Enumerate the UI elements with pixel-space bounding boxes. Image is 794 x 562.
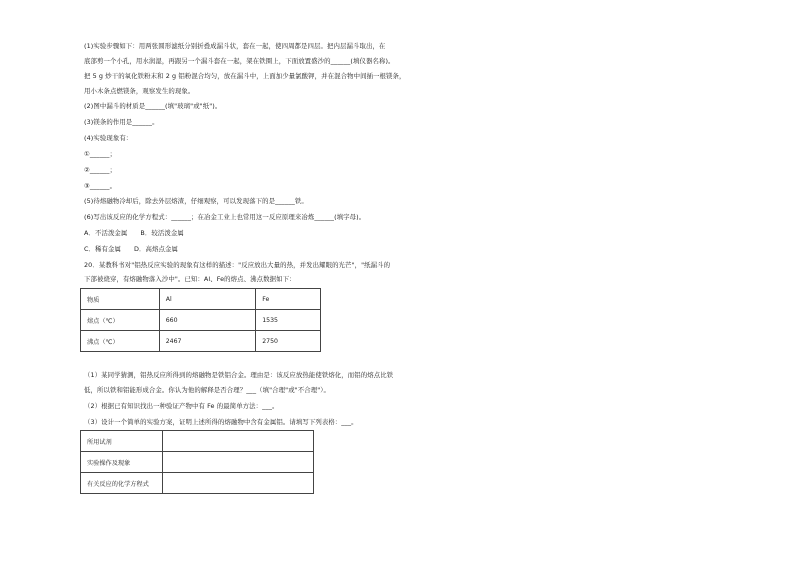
q20-part-3: （3）设计一个简单的实验方案，证明上述所得的熔融物中含有金属铝。请填写下列表格：___。 — [84, 418, 358, 426]
table-row — [81, 310, 321, 331]
q19-line-11: (5)待熔融物冷却后，除去外层熔渣，仔细观察，可以发现落下的是______铁。 — [84, 197, 308, 205]
table-header-cell: Al — [159, 289, 256, 310]
table-cell: 熔点（℃） — [81, 310, 160, 331]
q19-line-6: (3)镁条的作用是______。 — [84, 118, 159, 126]
q20-part-1a: （1）某同学猜测，铝热反应所得到的熔融物是铁铝合金。理由是：该反应放热能使铁熔化，而铝的熔点比铁 — [84, 371, 394, 379]
q19-line-12: (6)写出该反应的化学方程式：______；在冶金工业上也常用这一反应原理来冶炼______(填字母)。 — [84, 213, 366, 221]
table-cell: 1535 — [256, 310, 321, 331]
q19-line-5: (2)图中漏斗的材质是______(填"玻璃"或"纸")。 — [84, 102, 222, 110]
table-header-cell: Fe — [256, 289, 321, 310]
q19-line-2: 底部剪一个小孔，用水润湿，再跟另一个漏斗套在一起，架在铁圈上，下面放置盛沙的______(填仪器名称)。 — [84, 57, 395, 65]
table-cell: 2467 — [159, 331, 256, 352]
table-row — [81, 431, 314, 452]
experiment-design-table — [80, 430, 314, 494]
table-cell: 660 — [159, 310, 256, 331]
table-cell: 有关反应的化学方程式 — [81, 473, 163, 494]
table-cell: 所用试剂 — [81, 431, 163, 452]
q19-line-13: A．不活泼金属 B．较活泼金属 — [84, 229, 184, 237]
q19-line-9: ②______； — [84, 166, 117, 174]
answer-cell[interactable] — [162, 452, 313, 473]
answer-cell[interactable] — [162, 431, 313, 452]
answer-cell[interactable] — [162, 473, 313, 494]
q20-intro-2: 下部被烧穿，有熔融物落入沙中"。已知：Al、Fe的熔点、沸点数据如下： — [84, 275, 296, 283]
table-cell: 2750 — [256, 331, 321, 352]
table-row — [81, 452, 314, 473]
q19-line-7: (4)实验现象有： — [84, 134, 133, 142]
q19-line-1: (1)实验步骤如下：用两张圆形滤纸分别折叠成漏斗状，套在一起，使四周都是四层。把内层漏斗取出，在 — [84, 42, 386, 50]
table-cell: 实验操作及现象 — [81, 452, 163, 473]
table-row — [81, 289, 321, 310]
q20-part-2: （2）根据已有知识找出一种验证产物中有 Fe 的最简单方法：___。 — [84, 402, 279, 410]
q20-intro-1: 20．某教科书对"铝热反应实验的现象有这样的描述："反应放出大量的热，并发出耀眼的光芒"，"纸漏斗的 — [84, 261, 391, 269]
table-cell: 沸点（℃） — [81, 331, 160, 352]
table-header-cell: 物质 — [81, 289, 160, 310]
q19-line-4: 用小木条点燃镁条，观察发生的现象。 — [84, 87, 195, 95]
q19-line-10: ③______。 — [84, 182, 117, 190]
table-row — [81, 473, 314, 494]
q19-line-14: C．稀有金属 D．高熔点金属 — [84, 245, 178, 253]
q19-line-8: ①______； — [84, 150, 117, 158]
table-row — [81, 331, 321, 352]
q20-part-1b: 低，所以铁和铝能形成合金。你认为他的解释是否合理？___（填"合理"或"不合理"）。 — [84, 386, 331, 394]
melting-point-table — [80, 288, 321, 352]
q19-line-3: 把 5 g 炒干的氧化铁粉末和 2 g 铝粉混合均匀，放在漏斗中，上面加少量氯酸钾，并在混合物中间插一根镁条， — [84, 72, 406, 80]
